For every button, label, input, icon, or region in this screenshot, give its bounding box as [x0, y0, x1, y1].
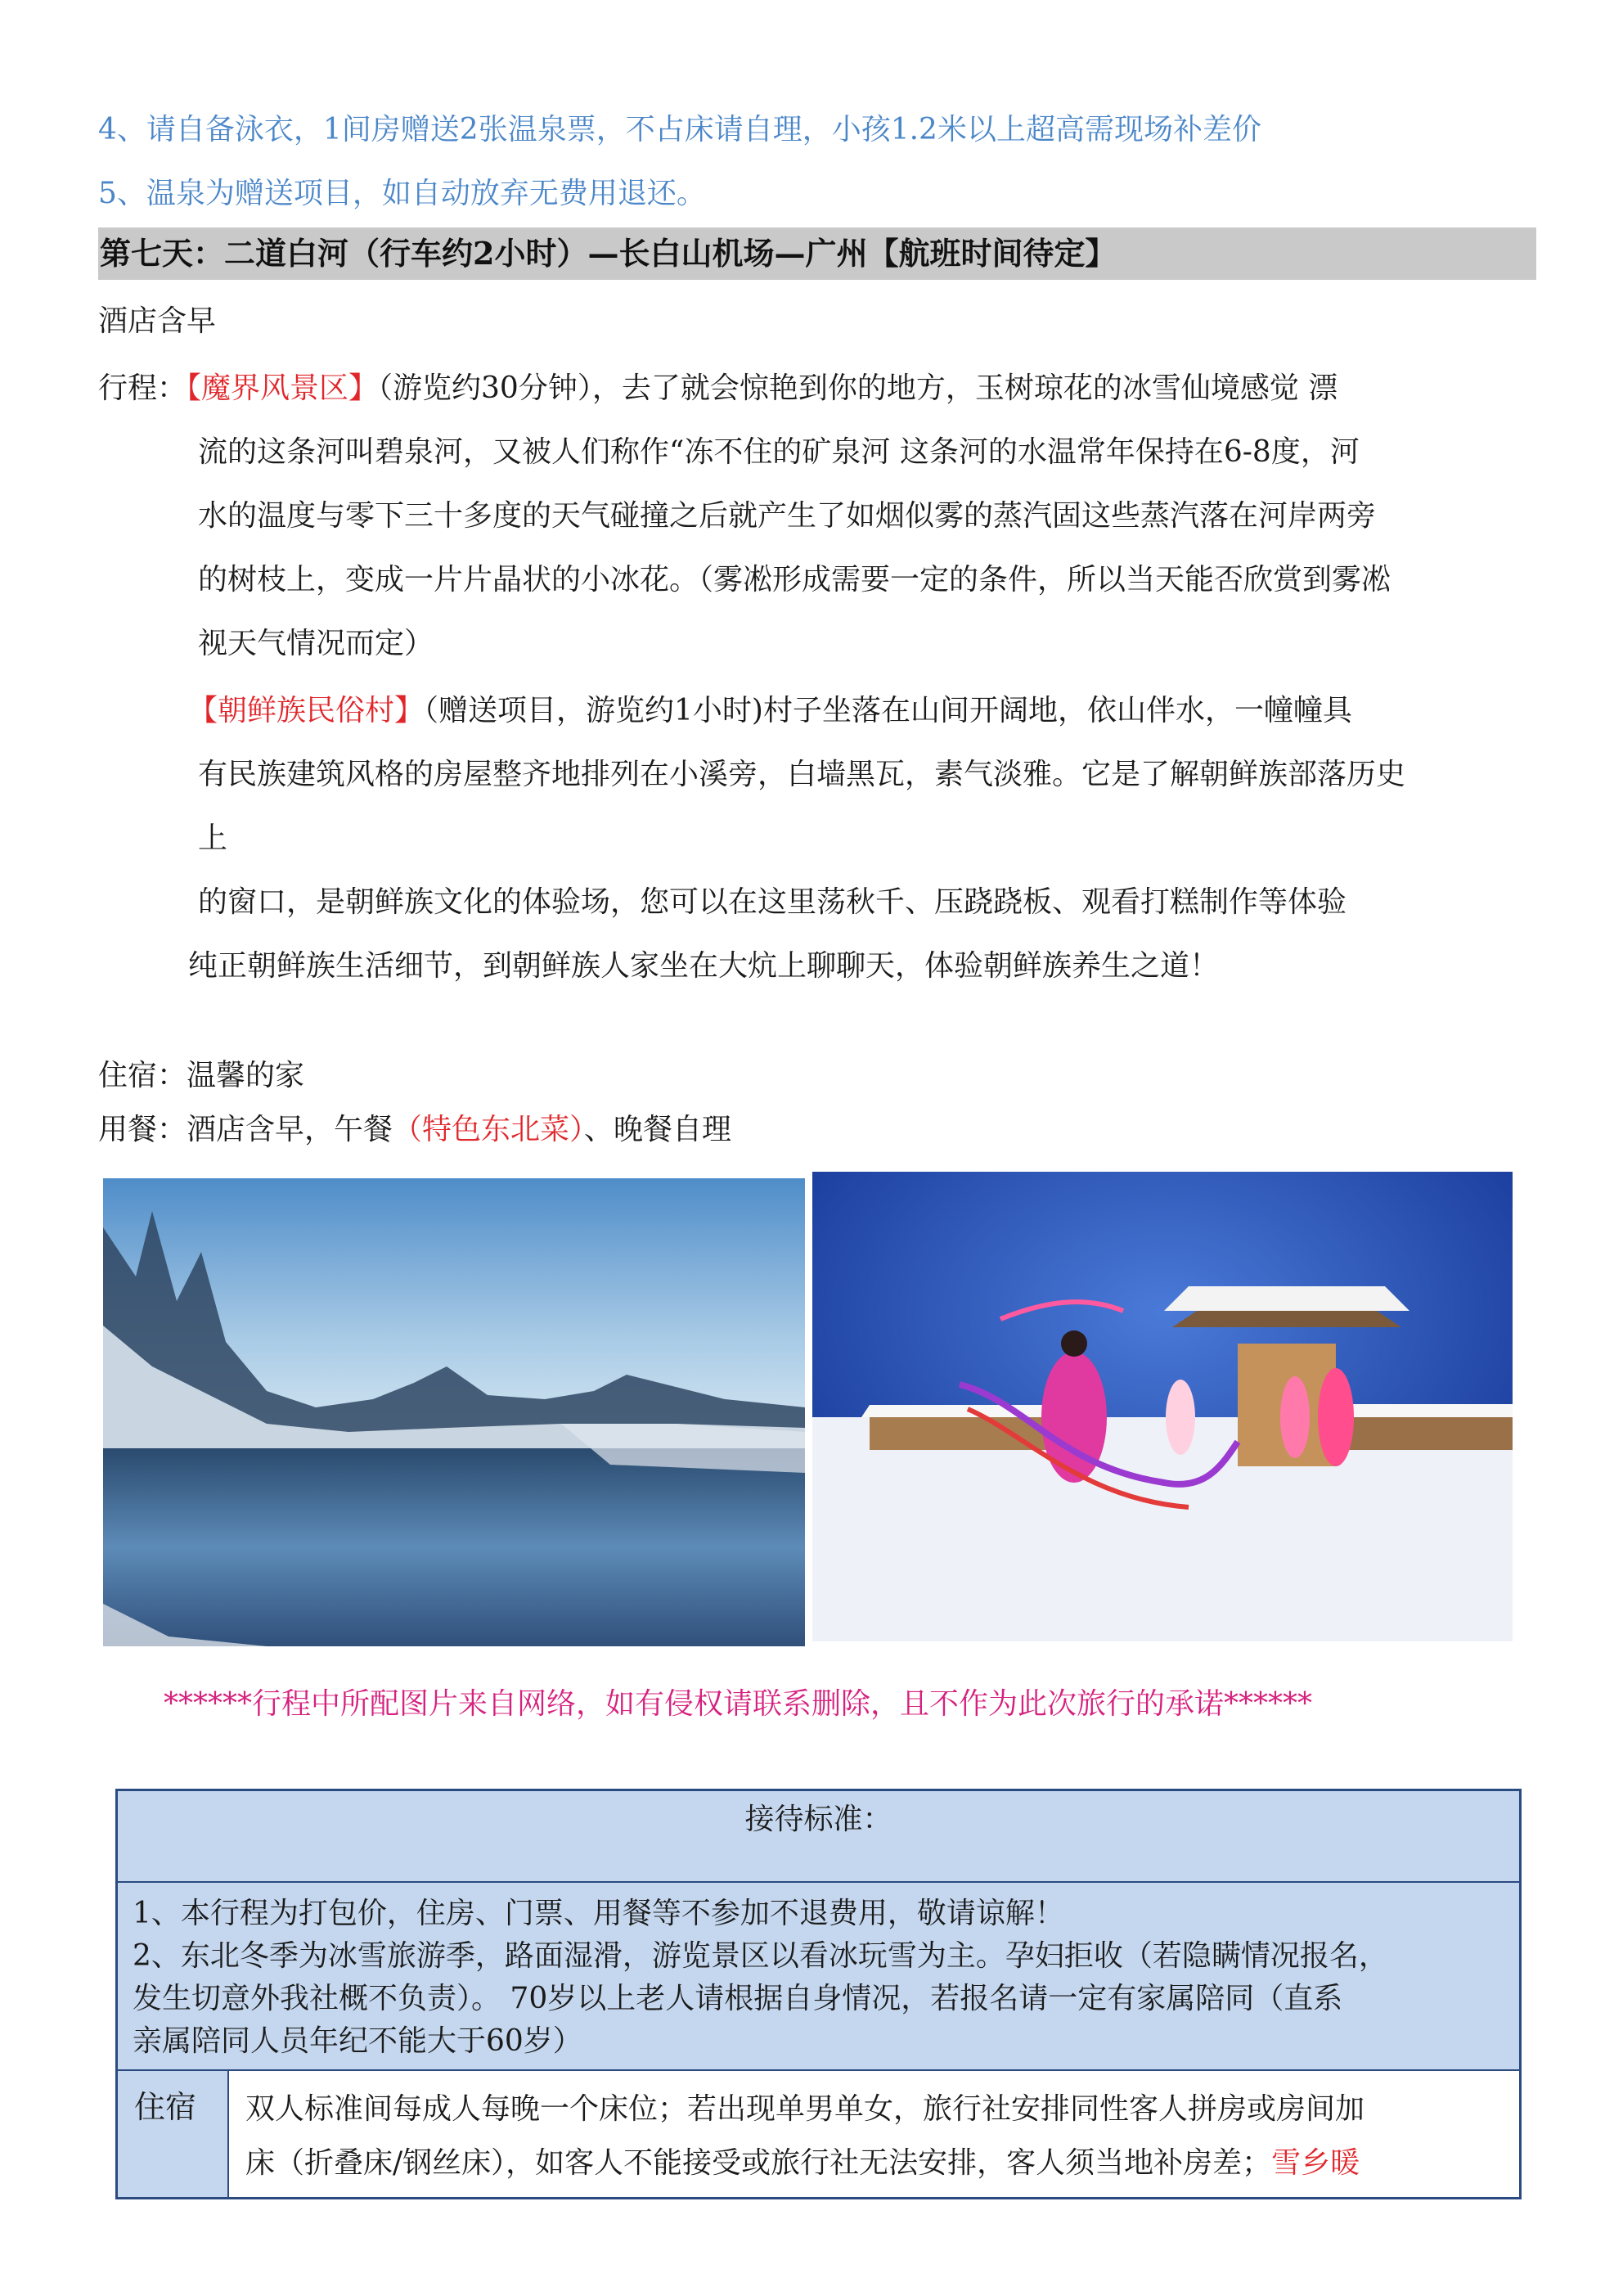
meal-highlight: （特色东北菜） [393, 1113, 585, 1146]
frosted-river-photo [103, 1178, 805, 1646]
note-line-4: 4、请自备泳衣，1间房赠送2张温泉票，不占床请自理，小孩1.2米以上超高需现场补差价 [98, 113, 1261, 146]
stay-row-label: 住宿 [118, 2071, 229, 2197]
table-header: 接待标准： [118, 1791, 1519, 1883]
spot-village-name: 【朝鲜族民俗村】 [188, 694, 425, 727]
hotel-breakfast-note: 酒店含早 [98, 304, 217, 338]
day-seven-title: 第七天：二道白河（行车约2小时）—长白山机场—广州【航班时间待定】 [98, 227, 1536, 280]
spot-village-line-1: （赠送项目，游览约1小时)村子坐落在山间开阔地，依山伴水，一幢幢具 [424, 694, 1352, 727]
spot-mojie-name: 【魔界风景区】 [187, 371, 379, 405]
note-line-5: 5、温泉为赠送项目，如自动放弃无费用退还。 [98, 177, 706, 210]
spot-mojie-line-3: 水的温度与零下三十多度的天气碰撞之后就产生了如烟似雾的蒸汽固这些蒸汽落在河岸两旁 [198, 499, 1377, 533]
itinerary-block [98, 357, 1538, 676]
spot-village-line-3: 上 [198, 822, 228, 855]
table-general-terms [118, 1883, 1519, 2071]
terms-line-2: 2、东北冬季为冰雪旅游季，路面湿滑，游览景区以看冰玩雪为主。孕妇拒收（若隐瞒情况报名， [133, 1939, 1388, 1973]
stay-highlight: 雪乡暖 [1271, 2146, 1360, 2180]
terms-line-4: 亲属陪同人员年纪不能大于60岁） [133, 2024, 582, 2058]
stay-line-1: 双人标准间每成人每晚一个床位；若出现单男单女，旅行社安排同性客人拼房或房间加 [245, 2092, 1365, 2126]
terms-line-1: 1、本行程为打包价，住房、门票、用餐等不参加不退费用，敬请谅解！ [133, 1897, 1064, 1930]
korean-village-photo [812, 1172, 1513, 1641]
terms-line-3: 发生切意外我社概不负责）。 70岁以上老人请根据自身情况，若报名请一定有家属陪同（直系 [133, 1982, 1343, 2015]
stay-row-content [229, 2071, 1519, 2197]
reception-standards-table [115, 1789, 1522, 2199]
meal-info [98, 1110, 731, 1150]
image-disclaimer: ******行程中所配图片来自网络，如有侵权请联系删除，且不作为此次旅行的承诺****** [164, 1687, 1313, 1721]
spot-village-line-4: 的窗口，是朝鲜族文化的体验场，您可以在这里荡秋千、压跷跷板、观看打糕制作等体验 [198, 885, 1347, 919]
meal-suffix: 、晚餐自理 [584, 1113, 732, 1146]
spot-mojie-line-1: （游览约30分钟），去了就会惊艳到你的地方，玉树琼花的冰雪仙境感觉 漂 [378, 371, 1338, 405]
spot-village-line-5: 纯正朝鲜族生活细节，到朝鲜族人家坐在大炕上聊聊天，体验朝鲜族养生之道！ [188, 949, 1220, 983]
stay-line-2: 床（折叠床/钢丝床），如客人不能接受或旅行社无法安排，客人须当地补房差； [245, 2146, 1272, 2180]
spot-mojie-line-2: 流的这条河叫碧泉河，又被人们称作“冻不住的矿泉河 这条河的水温常年保持在6-8度，河 [198, 435, 1360, 469]
table-row-stay [118, 2071, 1519, 2197]
korean-village-block [188, 679, 1538, 998]
spot-village-line-2: 有民族建筑风格的房屋整齐地排列在小溪旁，白墙黑瓦，素气淡雅。它是了解朝鲜族部落历史 [198, 758, 1406, 791]
spot-mojie-line-4: 的树枝上，变成一片片晶状的小冰花。（雾凇形成需要一定的条件，所以当天能否欣赏到雾凇 [198, 563, 1391, 597]
spot-mojie-line-5: 视天气情况而定） [198, 627, 434, 660]
stay-info: 住宿：温馨的家 [98, 1059, 305, 1092]
itinerary-label: 行程： [98, 371, 187, 405]
meal-prefix: 用餐：酒店含早，午餐 [98, 1113, 393, 1146]
